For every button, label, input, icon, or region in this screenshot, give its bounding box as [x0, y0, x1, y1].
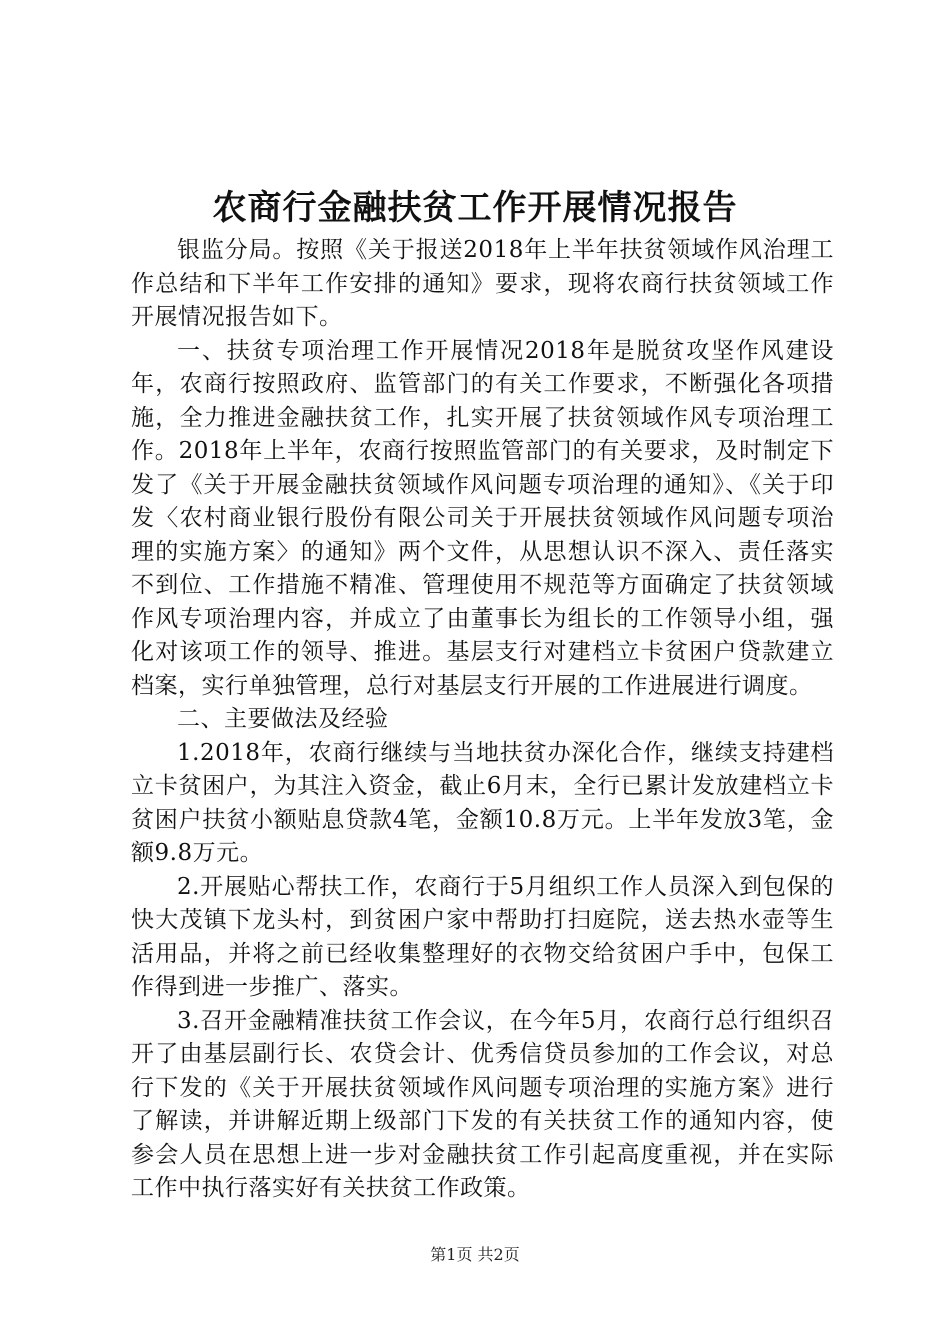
paragraph-section-one: 一、扶贫专项治理工作开展情况2018年是脱贫攻坚作风建设年，农商行按照政府、监管部门的有关工作要求，不断强化各项措施，全力推进金融扶贫工作，扎实开展了扶贫领域作风专项治理工作。2018年上半年，农商行按照监管部门的有关要求，及时制定下发了《关于开展金融扶贫领域作风问题专项治理的通知》、《关于印发〈农村商业银行股份有限公司关于开展扶贫领域作风问题专项治理的实施方案〉的通知》两个文件，从思想认识不深入、责任落实不到位、工作措施不精准、管理使用不规范等方面确定了扶贫领域作风专项治理内容，并成立了由董事长为组长的工作领导小组，强化对该项工作的领导、推进。基层支行对建档立卡贫困户贷款建立档案，实行单独管理，总行对基层支行开展的工作进展进行调度。	[131, 337, 834, 699]
paragraph-item-2: 2.开展贴心帮扶工作，农商行于5月组织工作人员深入到包保的快大茂镇下龙头村，到贫困户家中帮助打扫庭院，送去热水壶等生活用品，并将之前已经收集整理好的衣物交给贫困户手中，包保工作得到进一步推广、落实。	[131, 873, 834, 1000]
document-body	[131, 234, 834, 1206]
page-number-footer: 第1页 共2页	[430, 1245, 520, 1264]
paragraph-item-3: 3.召开金融精准扶贫工作会议，在今年5月，农商行总行组织召开了由基层副行长、农贷会计、优秀信贷员参加的工作会议，对总行下发的《关于开展扶贫领域作风问题专项治理的实施方案》进行了解读，并讲解近期上级部门下发的有关扶贫工作的通知内容，使参会人员在思想上进一步对金融扶贫工作引起高度重视，并在实际工作中执行落实好有关扶贫工作政策。	[131, 1007, 834, 1201]
paragraph-intro: 银监分局。按照《关于报送2018年上半年扶贫领域作风治理工作总结和下半年工作安排的通知》要求，现将农商行扶贫领域工作开展情况报告如下。	[131, 237, 834, 330]
paragraph-section-two-heading: 二、主要做法及经验	[177, 706, 389, 732]
document-title: 农商行金融扶贫工作开展情况报告	[212, 188, 738, 228]
paragraph-item-1: 1.2018年，农商行继续与当地扶贫办深化合作，继续支持建档立卡贫困户，为其注入资金，截止6月末，全行已累计发放建档立卡贫困户扶贫小额贴息贷款4笔，金额10.8万元。上半年发放3笔，金额9.8万元。	[131, 739, 834, 866]
